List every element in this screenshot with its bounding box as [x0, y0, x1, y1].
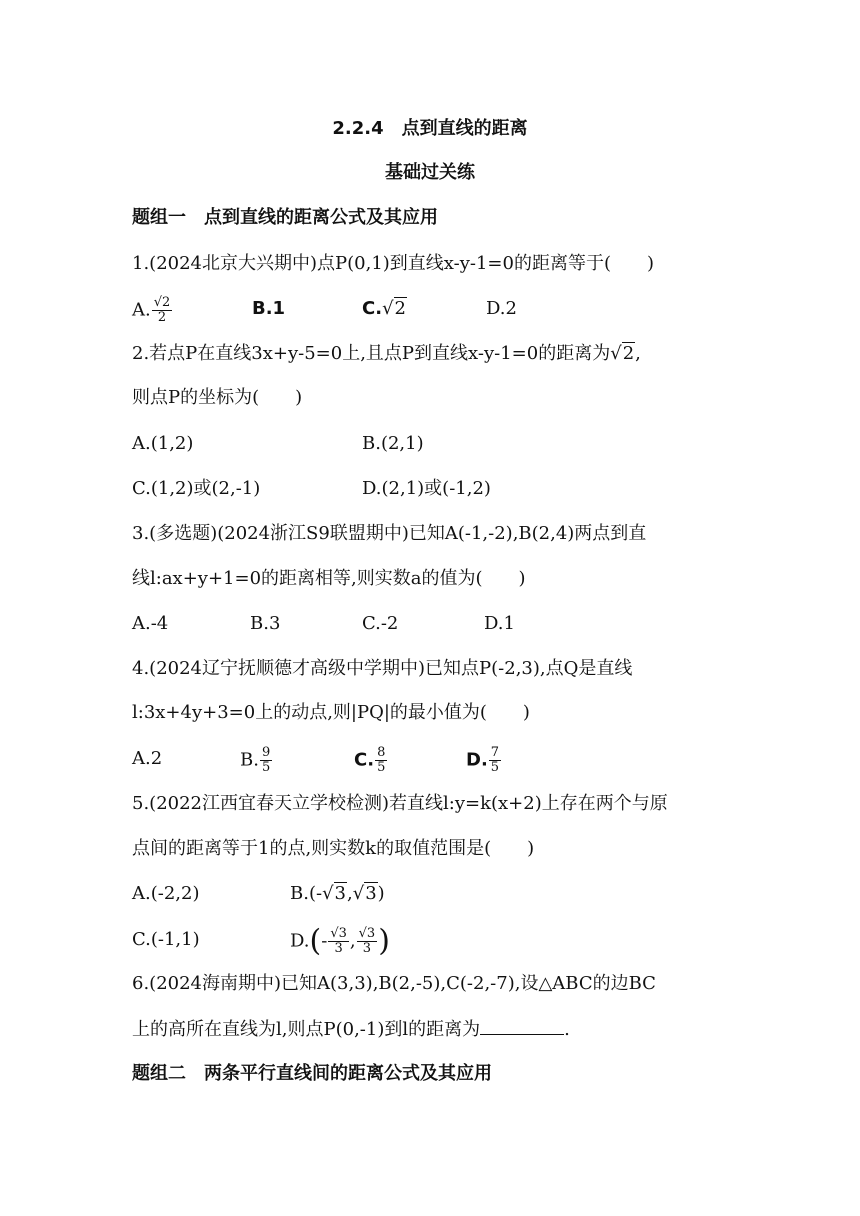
question-3-option-d: D.1: [484, 613, 515, 634]
answer-blank[interactable]: [480, 1016, 564, 1035]
question-2-option-b: B.(2,1): [362, 433, 424, 454]
fraction: [489, 746, 501, 775]
section-subtitle: 基础过关练: [385, 162, 475, 183]
numerator: √3: [358, 926, 376, 941]
square-root: [610, 341, 635, 367]
question-2-stem-line1: [132, 341, 641, 367]
option-label: D.: [466, 749, 488, 771]
question-3-option-c: C.-2: [362, 613, 399, 634]
question-4-stem-line1: 4.(2024辽宁抚顺德才高级中学期中)已知点P(-2,3),点Q是直线: [132, 658, 633, 679]
radicand: 3: [334, 883, 346, 904]
question-6-stem-line2: [132, 1016, 570, 1043]
comma: ,: [349, 930, 356, 952]
option-label: C.: [362, 298, 383, 319]
radical-sign: √: [352, 883, 365, 904]
radicand: 3: [365, 883, 377, 904]
question-5-stem-line1: 5.(2022江西宜春天立学校检测)若直线l:y=k(x+2)上存在两个与原: [132, 793, 668, 814]
fraction: [152, 296, 173, 325]
question-6-stem-line1: 6.(2024海南期中)已知A(3,3),B(2,-5),C(-2,-7),设△ABC的边BC: [132, 973, 656, 994]
question-1-option-d: D.2: [486, 298, 517, 319]
fraction: [260, 746, 272, 775]
numerator: 8: [377, 745, 386, 760]
question-3-option-b: B.3: [250, 613, 281, 634]
question-5-option-b: [290, 881, 385, 907]
fraction: [375, 746, 387, 775]
square-root: [322, 881, 347, 907]
numerator: √2: [153, 295, 171, 310]
denominator: 5: [490, 760, 500, 775]
question-1-option-c: [362, 296, 407, 322]
group1-heading: 题组一 点到直线的距离公式及其应用: [132, 207, 438, 228]
question-2-stem-line2: 则点P的坐标为( ): [132, 387, 303, 408]
radical-sign: √: [382, 298, 394, 319]
question-5-option-a: A.(-2,2): [132, 883, 200, 904]
question-4-option-a: A.2: [132, 748, 163, 769]
question-2-option-d: D.(2,1)或(-1,2): [362, 478, 491, 499]
question-4-option-c: [354, 746, 388, 775]
stem-punct: .: [564, 1019, 570, 1040]
radical-sign: √: [610, 343, 622, 364]
denominator: 3: [362, 941, 372, 956]
question-1-option-a: [132, 296, 173, 325]
fraction: [328, 927, 349, 956]
denominator: 5: [377, 760, 386, 775]
question-3-option-a: A.-4: [132, 613, 169, 634]
square-root: [382, 296, 407, 322]
numerator: √3: [330, 926, 347, 941]
radicand: 2: [394, 298, 406, 319]
option-label: C.: [354, 749, 375, 771]
question-5-stem-line2: 点间的距离等于1的点,则实数k的取值范围是( ): [132, 838, 535, 859]
group2-heading: 题组二 两条平行直线间的距离公式及其应用: [132, 1063, 492, 1084]
question-1-stem: 1.(2024北京大兴期中)点P(0,1)到直线x-y-1=0的距离等于( ): [132, 253, 655, 274]
fraction: [357, 927, 378, 956]
question-2-option-c: C.(1,2)或(2,-1): [132, 478, 261, 499]
question-4-option-d: [466, 746, 502, 775]
question-4-stem-line2: l:3x+4y+3=0上的动点,则|PQ|的最小值为( ): [132, 702, 530, 723]
denominator: 5: [261, 760, 271, 775]
question-2-option-a: A.(1,2): [132, 433, 194, 454]
radicand: 2: [622, 343, 635, 364]
open-paren: (: [309, 923, 322, 959]
question-3-stem-line1: 3.(多选题)(2024浙江S9联盟期中)已知A(-1,-2),B(2,4)两点到直: [132, 523, 647, 544]
stem-punct: ,: [635, 343, 641, 364]
option-label: B.: [240, 749, 259, 771]
section-title: 2.2.4 点到直线的距离: [332, 118, 528, 139]
question-3-stem-line2: 线l:ax+y+1=0的距离相等,则实数a的值为( ): [132, 568, 526, 589]
numerator: 9: [261, 745, 271, 760]
question-1-option-b: B.1: [252, 298, 286, 319]
stem-text: 上的高所在直线为l,则点P(0,-1)到l的距离为: [132, 1019, 481, 1040]
numerator: 7: [490, 745, 500, 760]
question-4-option-b: [240, 746, 273, 775]
stem-text: 2.若点P在直线3x+y-5=0上,且点P到直线x-y-1=0的距离为: [132, 343, 611, 364]
question-5-option-c: C.(-1,1): [132, 929, 200, 950]
radical-sign: √: [322, 883, 334, 904]
minus-sign: -: [321, 930, 328, 952]
denominator: 3: [334, 941, 343, 956]
option-label: A.: [132, 299, 151, 321]
interval-comma: ,: [347, 883, 353, 904]
interval-close: ): [377, 883, 385, 904]
question-5-option-d: [290, 923, 390, 959]
interval-open: B.(-: [290, 883, 323, 904]
option-label: D.: [290, 930, 310, 952]
denominator: 2: [157, 310, 167, 325]
close-paren: ): [378, 923, 390, 959]
square-root: [353, 881, 378, 907]
